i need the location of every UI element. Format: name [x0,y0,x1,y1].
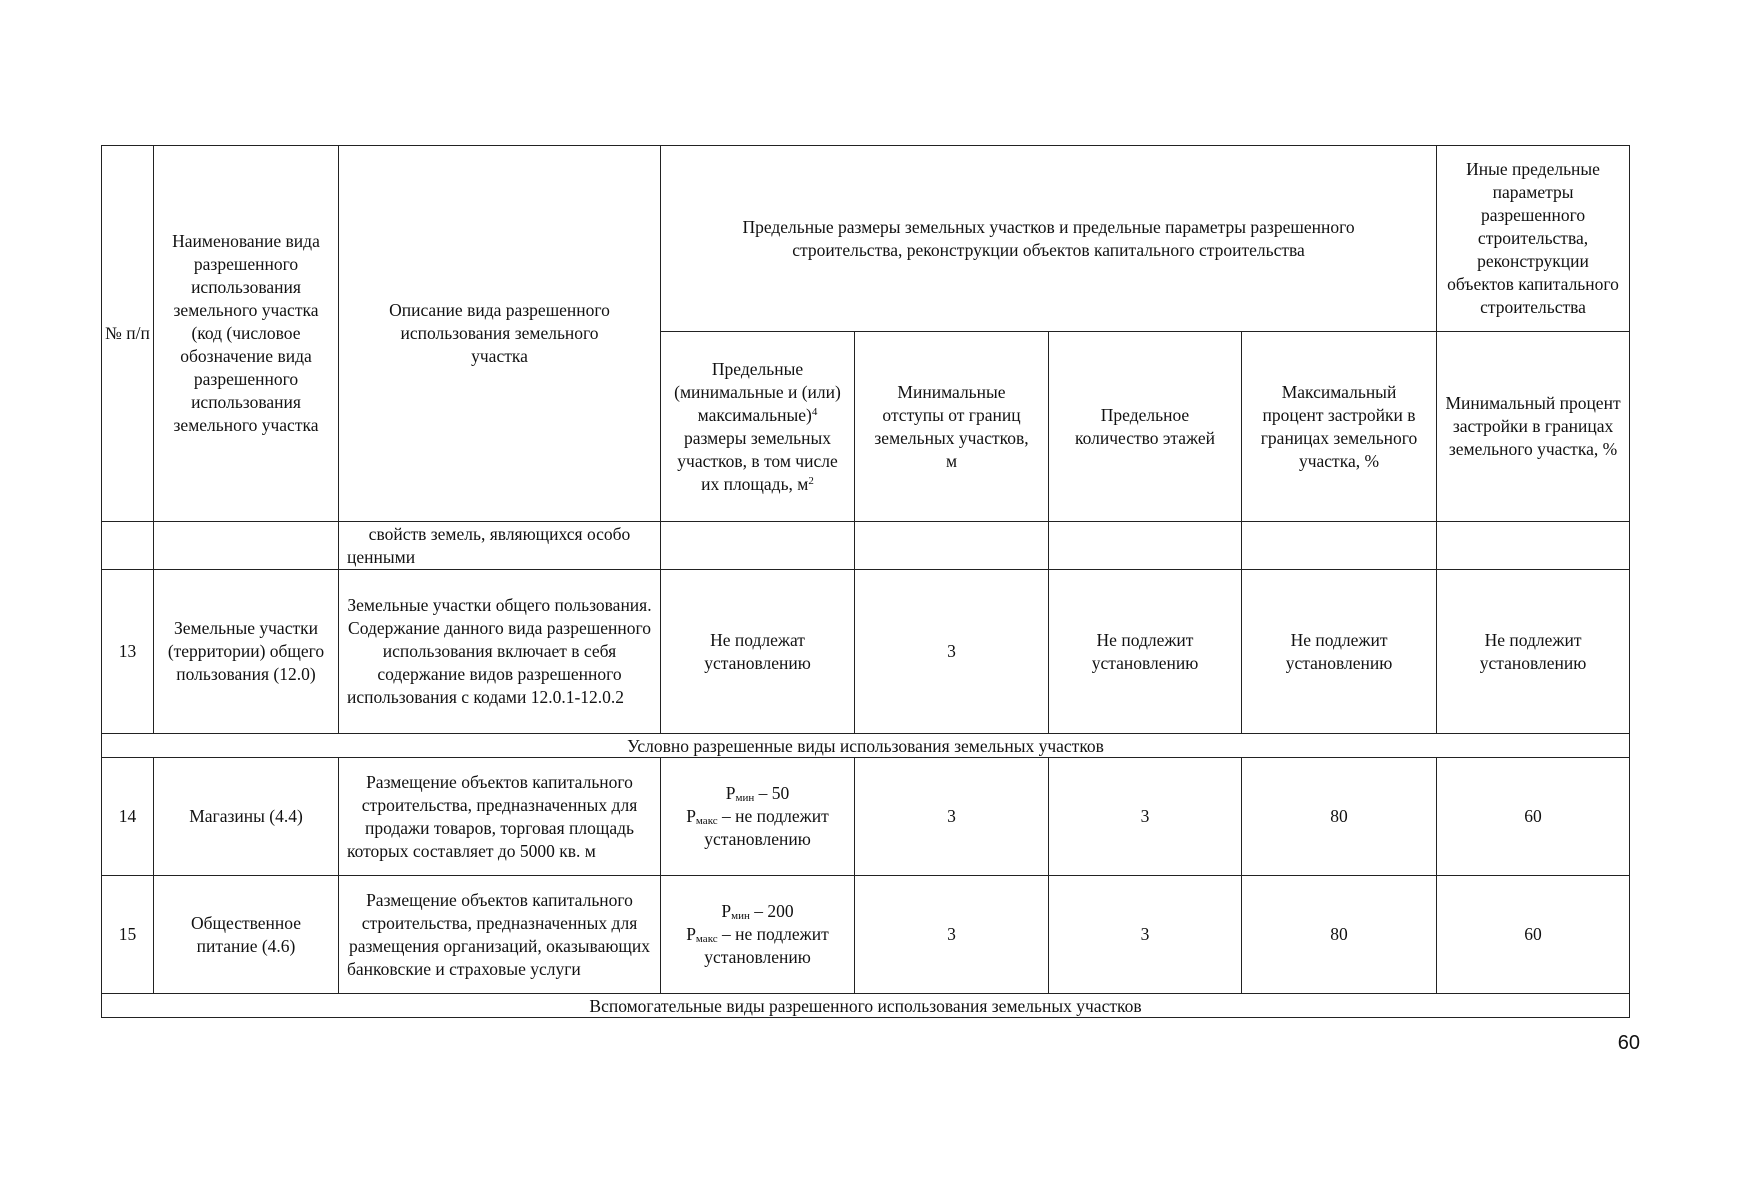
row-min-pct: 60 [1437,876,1630,994]
section-auxiliary [102,994,1630,1018]
row-max-pct: 80 [1242,758,1437,876]
row-num: 15 [102,876,154,994]
land-use-table [101,145,1630,1018]
table-row [102,758,1630,876]
row-desc: Земельные участки общего пользования. Содержание данного вида разрешенного использования включает в себя содержание видов разрешенного использования с кодами 12.0.1-12.0.2 [339,570,661,734]
row-num: 14 [102,758,154,876]
section-conditional [102,734,1630,758]
header-size: Предельные (минимальные и (или) максимальные)$^4$ размеры земельных участков, в том числе их площадь, м$^2$ [661,332,855,522]
row-num: 13 [102,570,154,734]
header-name: Наименование вида разрешенного использования земельного участка (код (числовое обозначение вида разрешенного использования земельного участка [154,146,339,522]
table-row [102,570,1630,734]
header-group-other: Иные предельные параметры разрешенного строительства, реконструкции объектов капитального строительства [1437,146,1630,332]
row-floors: Не подлежит установлению [1049,570,1242,734]
section-title: Условно разрешенные виды использования земельных участков [102,734,1630,758]
row-name: Общественное питание (4.6) [154,876,339,994]
row-floors: 3 [1049,876,1242,994]
row-min-pct: Не подлежит установлению [1437,570,1630,734]
row-size: $Р_{мин} - 200$ $Р_{макс}$ – не подлежит установлению [661,876,855,994]
row-name: Магазины (4.4) [154,758,339,876]
row-desc: Размещение объектов капитального строительства, предназначенных для продажи товаров, торговая площадь которых составляет до 5000 кв. м [339,758,661,876]
header-desc: Описание вида разрешенного использования земельного участка [339,146,661,522]
row-setback: 3 [855,758,1049,876]
row-setback: 3 [855,876,1049,994]
row-min-pct: 60 [1437,758,1630,876]
header-min-pct: Минимальный процент застройки в границах земельного участка, % [1437,332,1630,522]
row-floors: 3 [1049,758,1242,876]
continuation-desc: свойств земель, являющихся особо ценными [339,522,661,570]
header-num: № п/п [102,146,154,522]
row-desc: Размещение объектов капитального строительства, предназначенных для размещения организаций, оказывающих банковские и страховые услуги [339,876,661,994]
row-max-pct: 80 [1242,876,1437,994]
unit-superscript: 2 [808,474,814,487]
header-row-1 [102,146,1630,332]
footnote-marker: 4 [811,405,818,418]
row-max-pct: Не подлежит установлению [1242,570,1437,734]
row-size: $Р_{мин} - 50$ $Р_{макс}$ – не подлежит установлению [661,758,855,876]
header-floors: Предельное количество этажей [1049,332,1242,522]
section-title: Вспомогательные виды разрешенного использования земельных участков [102,994,1630,1018]
continuation-row [102,522,1630,570]
row-size: Не подлежат установлению [661,570,855,734]
header-group-limits: Предельные размеры земельных участков и предельные параметры разрешенного строительства, реконструкции объектов капитального строительства [661,146,1437,332]
page-number: 60 [1617,1032,1640,1054]
header-setback: Минимальные отступы от границ земельных участков, м [855,332,1049,522]
row-name: Земельные участки (территории) общего пользования (12.0) [154,570,339,734]
row-setback: 3 [855,570,1049,734]
table-row [102,876,1630,994]
header-max-pct: Максимальный процент застройки в границах земельного участка, % [1242,332,1437,522]
